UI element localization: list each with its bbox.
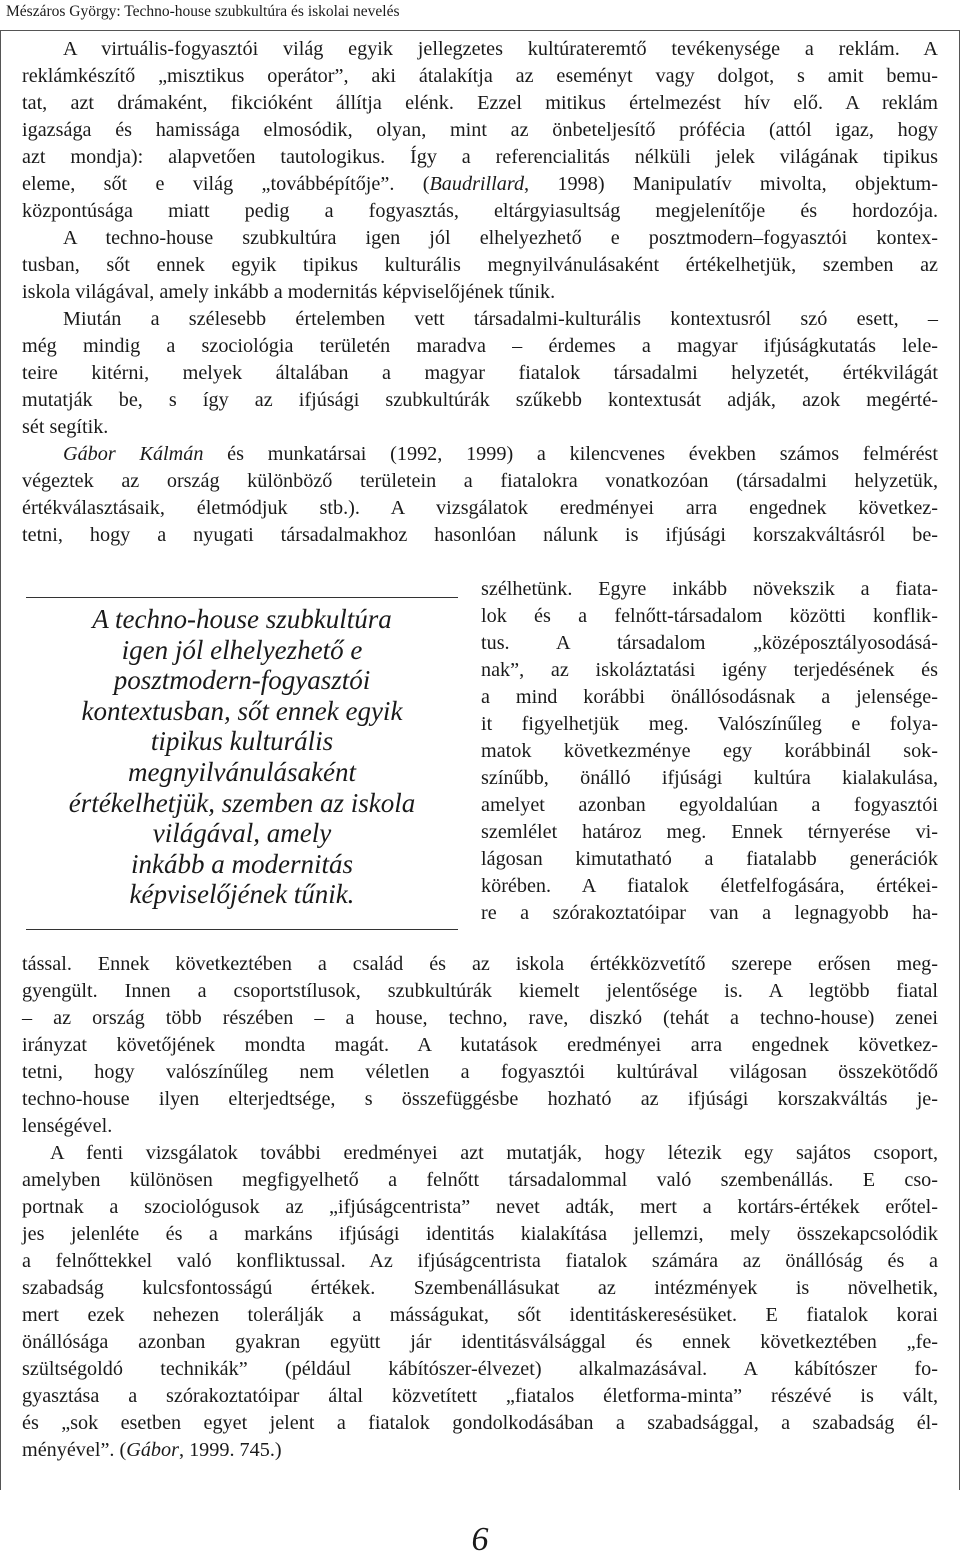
text-line: reklámkészítő „misztikus operátor”, aki átalakítja az eseményt vagy dolgot, s amit bemu- [22, 65, 938, 87]
text-line: amelyet azonban egyoldalúan a fogyasztói [481, 794, 938, 816]
text-line: teire kitérni, melyek általában a magyar fiatalok társadalmi helyzetét, értékvilágát [22, 362, 938, 384]
text-line: gyasztása a szórakoztatóipar által közvetített „fiatalos életforma-minta” részévé is vált, [22, 1385, 938, 1407]
pull-quote-rule-top [26, 597, 458, 598]
text-line: – az ország több részében – a house, techno, rave, diszkó (tehát a techno-house) zenei [22, 1007, 938, 1029]
text-line [63, 441, 938, 468]
pull-quote-line: világával, amely [152, 818, 332, 849]
header-rule [0, 30, 960, 31]
running-header [0, 0, 960, 31]
text-line: a felnőttekkel való konfliktussal. Az ifjúságcentrista fiatalok számára az önállóság és a [22, 1250, 938, 1272]
text-span: , 1999. 745.) [178, 1439, 282, 1461]
pull-quote-line: értékelhetjük, szemben az iskola [68, 787, 416, 818]
text-line: végeztek az ország különböző területein a fiatalokra vonatkozóan (társadalmi helyzetük, [22, 470, 938, 492]
pull-quote-line: posztmodern-fogyasztói [113, 665, 371, 696]
text-span: ményével”. ( [22, 1439, 127, 1461]
citation-author: Baudrillard [429, 173, 525, 195]
text-line: tus. A társadalom „középosztályosodásá- [481, 632, 938, 654]
text-line: Miután a szélesebb értelemben vett társadalmi-kulturális kontextusról szó esett, – [63, 308, 938, 330]
pull-quote-line: inkább a modernitás [131, 848, 353, 879]
text-line: sét segítik. [22, 416, 109, 438]
text-line: jes jelenléte és a markáns ifjúsági identitás kialakítása jellemzi, mely összekapcsolódik [22, 1223, 938, 1245]
text-line: lenségével. [22, 1115, 113, 1137]
text-line: amelyben különösen megfigyelhető a felnőtt társadalommal való szembenállás. E cso- [22, 1169, 938, 1191]
text-line: színűbb, önálló ifjúsági kultúra kialakulása, [481, 767, 938, 789]
text-line [22, 171, 938, 198]
text-line: körében. A fiatalok életfelfogására, értékei- [481, 875, 938, 897]
pull-quote-rule-bottom [26, 929, 458, 930]
text-line: értékválasztásaik, életmódjuk stb.). A vizsgálatok eredményei arra engednek következ- [22, 497, 938, 519]
text-line: matok következménye egy korábbinál sok- [481, 740, 938, 762]
text-line: A virtuális-fogyasztói világ egyik jellegzetes kultúrateremtő tevékenysége a reklám. A [63, 38, 938, 60]
text-line: irányzat követőjének mondta magát. A kutatások eredményei arra engednek következ- [22, 1034, 938, 1056]
text-line: nak”, az iskoláztatási igény terjedésének és [481, 659, 938, 681]
text-line: A fenti vizsgálatok további eredményei azt mutatják, hogy létezik egy sajátos csoport, [50, 1142, 938, 1164]
text-line: szélhetünk. Egyre inkább növekszik a fiata- [481, 578, 938, 600]
text-line: it figyelhetjük meg. Valószínűleg e folya- [481, 713, 938, 735]
text-line: iskola világával, amely inkább a modernitás képviselőjének tűnik. [22, 281, 556, 303]
text-line: önállósága azonban gyakran együtt jár identitásválsággal és ennek következtében „fe- [22, 1331, 938, 1353]
text-line: tással. Ennek következtében a család és az iskola értékközvetítő szerepe erősen meg- [22, 953, 938, 975]
text-line: portnak a szociológusok az „ifjúságcentrista” nevet adták, mert a kortárs-értékek erőtel- [22, 1196, 938, 1218]
text-line: a mind korábbi önállósodásnak a jelensége- [481, 686, 938, 708]
pull-quote-line: képviselőjének tűnik. [129, 879, 355, 910]
text-line: és „sok esetben egyet jelent a fiatalok gondolkodásában a szabadsággal, a szabadság él- [22, 1412, 938, 1434]
pull-quote-line: megnyilvánulásaként [128, 756, 356, 787]
text-span: eleme, sőt e világ „továbbépítője”. ( [22, 173, 430, 195]
text-line: tetni, hogy valószínűleg nem véletlen a fogyasztói kultúrával világosan összekötődő [22, 1061, 938, 1083]
text-line [22, 1437, 282, 1464]
citation-author: Gábor [126, 1439, 179, 1461]
page-number: 6 [471, 1521, 489, 1558]
text-line: még mindig a szociológia területén maradva – érdemes a magyar ifjúságkutatás lele- [22, 335, 938, 357]
text-line: techno-house ilyen elterjedtsége, s összefüggésbe hozható az ifjúsági korszakváltás je- [22, 1088, 938, 1110]
text-line: lágosan kimutatható a fiatalabb generációk [481, 848, 938, 870]
left-margin-rule [0, 30, 1, 1490]
pull-quote [26, 604, 458, 910]
running-header-title: Mészáros György: Techno-house szubkultúra és iskolai nevelés [6, 3, 400, 20]
text-line: tat, azt drámaként, fikcióként állítja elénk. Ezzel mitikus értelmezést hív elő. A reklám [22, 92, 938, 114]
pull-quote-line: A techno-house szubkultúra [92, 604, 392, 634]
text-line: igazsága és hamissága elmosódik, olyan, mint az önbeteljesítő prófécia (attól igaz, hogy [22, 119, 938, 141]
text-line: központúsága miatt pedig a fogyasztás, eltárgyiasultság megjelenítője és hordozója. [22, 200, 938, 222]
text-line: tetni, hogy a nyugati társadalmakhoz hasonlóan nálunk is ifjúsági korszakváltásról be- [22, 524, 938, 546]
text-line: re a szórakoztatóipar van a legnagyobb ha- [481, 902, 938, 924]
pull-quote-line: kontextusban, sőt ennek egyik [81, 695, 403, 726]
text-line: tusban, sőt ennek egyik tipikus kulturális megnyilvánulásaként értékelhetjük, szemben az [22, 254, 938, 276]
text-line: szültségoldó technikák” (például kábítószer-élvezet) alkalmazásával. A kábítószer fo- [22, 1358, 938, 1380]
pull-quote-line: tipikus kulturális [150, 726, 334, 757]
text-line: gyengült. Innen a csoportstílusok, szubkultúrák kiemelt jelentősége is. A legtöbb fiatal [22, 980, 938, 1002]
pull-quote-line: igen jól elhelyezhető e [121, 634, 363, 665]
text-line: azt mondja): alapvetően tautologikus. Így a referencialitás nélküli jelek világának tipikus [22, 146, 938, 168]
text-line: A techno-house szubkultúra igen jól elhelyezhető e posztmodern–fogyasztói kontex- [63, 227, 938, 249]
text-span: , 1998) Manipulatív mivolta, objektum- [524, 173, 938, 195]
text-line: szemlélet határoz meg. Ennek térnyerése vi- [481, 821, 938, 843]
text-line: szabadság kulcsfontosságú értékek. Szembenállásukat az intézmények is növelhetik, [22, 1277, 938, 1299]
text-line: lok és a felnőtt-társadalom közötti konflik- [481, 605, 938, 627]
citation-author: Gábor Kálmán [63, 443, 204, 465]
text-line: mutatják be, s így az ifjúsági szubkultúrák szűkebb kontextusát adják, azok megérté- [22, 389, 938, 411]
text-line: mert ezek nehezen tolerálják a másságukat, sőt identitáskeresésüket. E fiatalok korai [22, 1304, 938, 1326]
text-span: és munkatársai (1992, 1999) a kilencvenes években számos felmérést [203, 443, 938, 465]
